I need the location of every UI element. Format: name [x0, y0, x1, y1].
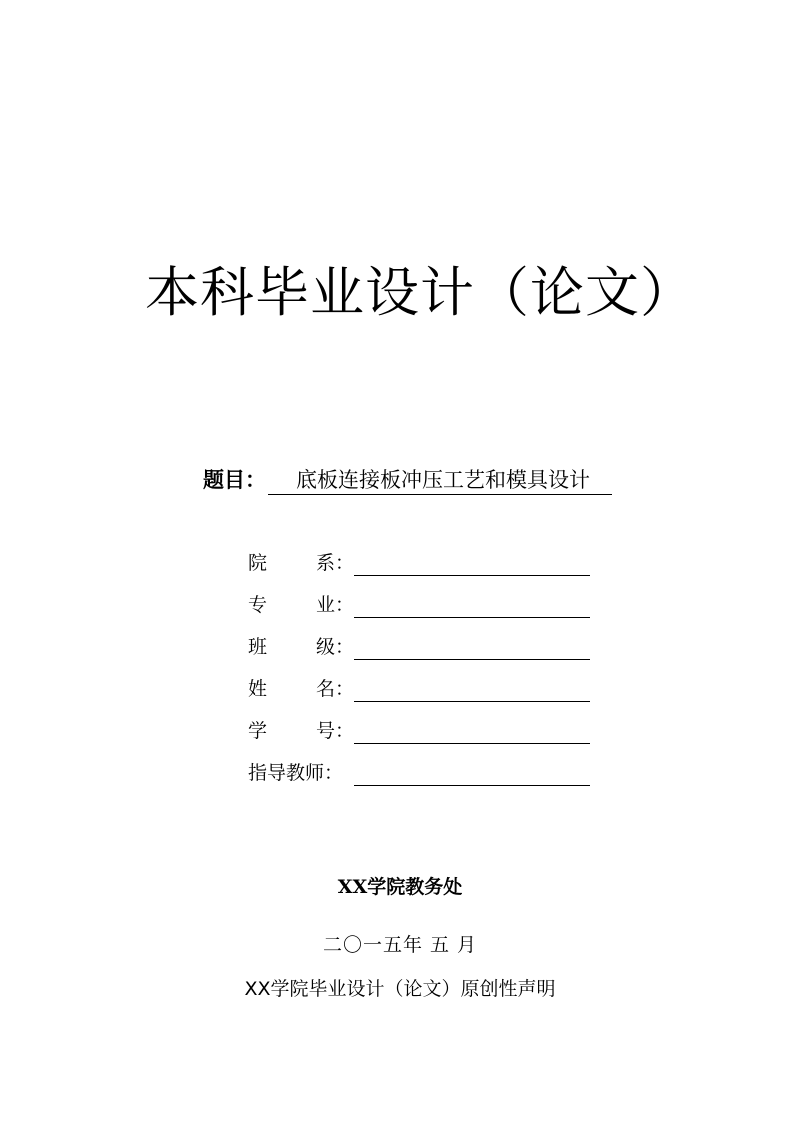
field-blank-major[interactable] — [354, 595, 590, 618]
field-row-class — [248, 634, 590, 660]
field-blank-student-id[interactable] — [354, 721, 590, 744]
field-row-department — [248, 550, 590, 576]
field-label-name: 姓 名： — [248, 678, 354, 700]
department-name: XX学院教务处 — [337, 876, 463, 898]
field-label-class: 班 级： — [248, 636, 354, 658]
field-label-student-id: 学 号： — [248, 720, 354, 742]
page-title: 本科毕业设计（论文） — [145, 261, 695, 324]
field-blank-name[interactable] — [354, 679, 590, 702]
field-label-department: 院 系： — [248, 552, 354, 574]
field-blank-class[interactable] — [354, 637, 590, 660]
field-row-name — [248, 676, 590, 702]
field-row-advisor — [248, 760, 590, 786]
declaration-title: XX学院毕业设计（论文）原创性声明 — [244, 978, 556, 1000]
field-row-major — [248, 592, 590, 618]
field-label-major: 专 业： — [248, 594, 354, 616]
subject-label: 题目： — [203, 468, 266, 492]
field-label-advisor: 指导教师： — [248, 762, 344, 784]
subject-row — [203, 466, 612, 495]
field-blank-advisor[interactable] — [354, 763, 590, 786]
field-blank-department[interactable] — [354, 553, 590, 576]
field-row-student-id — [248, 718, 590, 744]
date-text: 二〇一五年 五 月 — [322, 934, 478, 956]
subject-value: 底板连接板冲压工艺和模具设计 — [268, 466, 612, 495]
